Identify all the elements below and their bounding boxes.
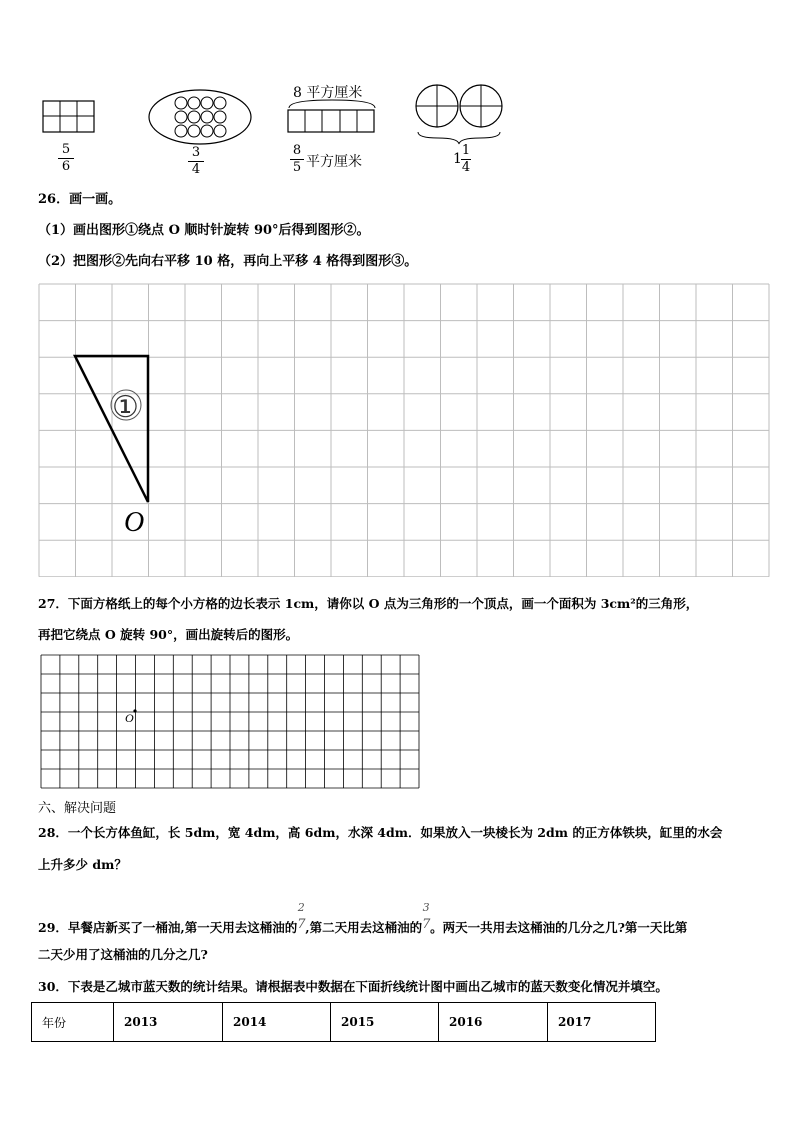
fraction-one-fourth: 1 4 [461, 143, 471, 175]
table-cell: 2017 [548, 1003, 656, 1042]
mixed-number-whole: 1 [453, 151, 462, 167]
area-label-top: 8 平方厘米 [293, 85, 363, 101]
q27-line1: 27．下面方格纸上的每个小方格的边长表示 1cm，请你以 O 点为三角形的一个顶点，画一个面积为 3cm²的三角形， [38, 596, 699, 611]
q29-text-part2: ,第二天用去这桶油的 [305, 920, 423, 935]
table-cell: 2015 [331, 1003, 439, 1042]
point-o-label: O [124, 507, 145, 538]
fraction-eight-fifths: 8 5 [290, 144, 304, 175]
q29-line1 [38, 901, 688, 942]
q26-title: 26．画一画。 [38, 192, 122, 207]
table-cell: 2014 [223, 1003, 331, 1042]
fraction-three-fourths: 3 4 [188, 146, 204, 177]
two-circles-figure [414, 82, 506, 146]
table-row [32, 1003, 656, 1042]
q26-part1: （1）画出图形①绕点 O 顺时针旋转 90°后得到图形②。 [38, 223, 370, 238]
q29-text-part3: 。两天一共用去这桶油的几分之几?第一天比第 [430, 920, 688, 935]
section-heading: 六、解决问题 [38, 801, 117, 816]
q30-text: 30．下表是乙城市蓝天数的统计结果。请根据表中数据在下面折线统计图中画出乙城市的蓝天数变化情况并填空。 [38, 979, 668, 994]
q29-fraction2: 3 7 [422, 901, 431, 932]
table-cell: 2016 [439, 1003, 548, 1042]
q28-line1: 28．一个长方体鱼缸，长 5dm，宽 4dm，高 6dm，水深 4dm．如果放入一块棱长为 2dm 的正方体铁块，缸里的水会 [38, 825, 723, 840]
table-cell: 2013 [114, 1003, 223, 1042]
q26-part2: （2）把图形②先向右平移 10 格，再向上平移 4 格得到图形③。 [38, 254, 418, 269]
q27-line2: 再把它绕点 O 旋转 90°，画出旋转后的图形。 [38, 627, 299, 642]
q26-grid [38, 283, 771, 577]
fraction-five-sixths: 5 6 [58, 143, 74, 174]
bar-area-figure [286, 98, 378, 138]
q29-fraction1: 2 7 [297, 901, 306, 932]
oval-circles-figure [147, 88, 253, 146]
year-table [31, 1002, 656, 1042]
shape-label-1: ① [112, 390, 139, 425]
table-cell-header: 年份 [32, 1003, 114, 1042]
point-o-label-small: O [125, 711, 134, 725]
q28-line2: 上升多少 dm？ [38, 857, 127, 872]
q27-grid [40, 654, 422, 790]
q29-text-part1: 29．早餐店新买了一桶油,第一天用去这桶油的 [38, 920, 298, 935]
area-unit-label: 平方厘米 [306, 154, 362, 170]
q29-line2: 二天少用了这桶油的几分之几? [38, 947, 208, 962]
grid-rectangle-figure [42, 100, 96, 134]
